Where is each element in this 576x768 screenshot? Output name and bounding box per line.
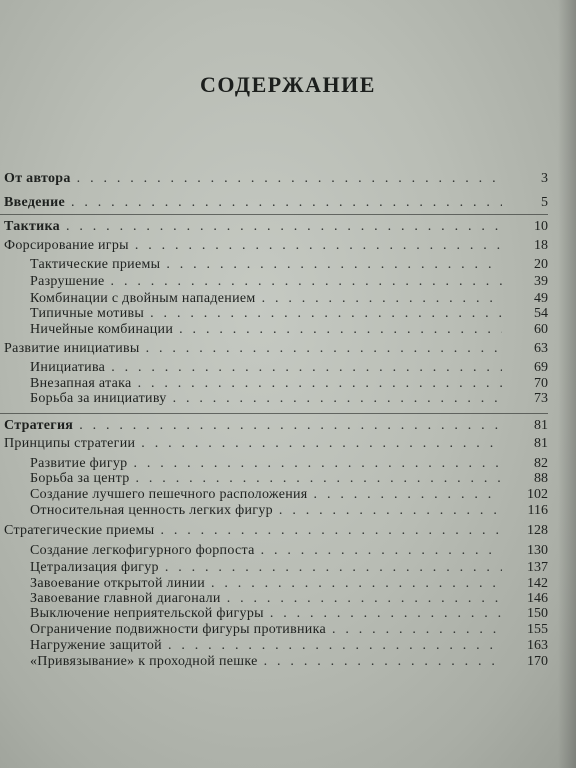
- toc-entry-title: Развитие инициативы: [4, 341, 140, 356]
- toc-entry: [30, 622, 548, 639]
- dot-leader: [179, 322, 502, 338]
- toc-entry: [30, 306, 548, 323]
- dot-leader: [166, 257, 502, 273]
- toc-entry-title: Относительная ценность легких фигур: [30, 503, 273, 518]
- dot-leader: [165, 560, 502, 576]
- toc-entry: [4, 418, 548, 435]
- section-divider: [0, 214, 548, 215]
- toc-entry-page-number: 88: [534, 471, 548, 486]
- toc-entry-page-number: 130: [527, 543, 548, 558]
- toc-entry: [4, 219, 548, 236]
- dot-leader: [150, 306, 502, 322]
- toc-entry: [30, 654, 548, 671]
- dot-leader: [79, 418, 502, 434]
- dot-leader: [160, 523, 502, 539]
- toc-entry-page-number: 102: [527, 487, 548, 502]
- dot-leader: [262, 291, 502, 307]
- toc-entry-title: Тактические приемы: [30, 257, 161, 272]
- toc-entry-title: «Привязывание» к проходной пешке: [30, 654, 258, 669]
- page-title: СОДЕРЖАНИЕ: [200, 72, 376, 97]
- dot-leader: [135, 238, 502, 254]
- toc-entry: [4, 171, 548, 188]
- toc-entry-page-number: 137: [527, 560, 548, 575]
- toc-entry-page-number: 60: [534, 322, 548, 337]
- toc-entry: [30, 503, 548, 520]
- dot-leader: [264, 654, 502, 670]
- toc-entry: [4, 195, 548, 212]
- toc-entry-title: Форсирование игры: [4, 238, 129, 253]
- toc-entry-page-number: 155: [527, 622, 548, 637]
- toc-entry-page-number: 116: [527, 503, 548, 518]
- toc-entry-title: Принципы стратегии: [4, 436, 136, 451]
- toc-entry-title: Инициатива: [30, 360, 106, 375]
- toc-entry-page-number: 73: [534, 391, 548, 406]
- toc-entry: [30, 471, 548, 488]
- toc-entry-page-number: 69: [534, 360, 548, 375]
- toc-entry-title: Ограничение подвижности фигуры противника: [30, 622, 326, 637]
- toc-entry-title: Внезапная атака: [30, 376, 132, 391]
- toc-entry: [30, 606, 548, 623]
- toc-entry-title: Разрушение: [30, 274, 105, 289]
- toc-entry-page-number: 10: [534, 219, 548, 234]
- toc-entry-title: Борьба за инициативу: [30, 391, 167, 406]
- toc-entry-title: Борьба за центр: [30, 471, 130, 486]
- dot-leader: [211, 576, 502, 592]
- toc-entry: [4, 341, 548, 358]
- toc-entry-page-number: 170: [527, 654, 548, 669]
- dot-leader: [227, 591, 502, 607]
- toc-entry: [4, 436, 548, 453]
- dot-leader: [146, 341, 502, 357]
- dot-leader: [111, 360, 502, 376]
- toc-entry-title: Развитие фигур: [30, 456, 128, 471]
- dot-leader: [138, 376, 502, 392]
- dot-leader: [332, 622, 502, 638]
- toc-entry-page-number: 128: [527, 523, 548, 538]
- toc-entry-title: Введение: [4, 195, 65, 210]
- dot-leader: [71, 195, 502, 211]
- toc-entry-title: Стратегия: [4, 418, 74, 433]
- toc-entry-page-number: 39: [534, 274, 548, 289]
- dot-leader: [111, 274, 502, 290]
- dot-leader: [168, 638, 502, 654]
- toc-entry-page-number: 81: [534, 436, 548, 451]
- toc-entry-page-number: 5: [541, 195, 548, 210]
- toc-entry: [30, 560, 548, 577]
- toc-entry-page-number: 142: [527, 576, 548, 591]
- toc-entry-title: Нагружение защитой: [30, 638, 162, 653]
- toc-entry: [30, 360, 548, 377]
- dot-leader: [270, 606, 502, 622]
- toc-entry-page-number: 3: [541, 171, 548, 186]
- dot-leader: [77, 171, 502, 187]
- toc-entry-page-number: 63: [534, 341, 548, 356]
- toc-entry-page-number: 70: [534, 376, 548, 391]
- toc-entry-title: Типичные мотивы: [30, 306, 145, 321]
- toc-entry-page-number: 18: [534, 238, 548, 253]
- toc-entry: [30, 391, 548, 408]
- toc-entry-page-number: 82: [534, 456, 548, 471]
- toc-entry-page-number: 54: [534, 306, 548, 321]
- toc-entry-page-number: 150: [527, 606, 548, 621]
- toc-entry: [4, 238, 548, 255]
- dot-leader: [141, 436, 502, 452]
- dot-leader: [279, 503, 502, 519]
- toc-entry-title: Стратегические приемы: [4, 523, 155, 538]
- dot-leader: [133, 456, 502, 472]
- toc-entry-title: Ничейные комбинации: [30, 322, 174, 337]
- toc-entry: [30, 487, 548, 504]
- toc-entry-title: Создание лучшего пешечного расположения: [30, 487, 308, 502]
- toc-entry-title: Комбинации с двойным нападением: [30, 291, 256, 306]
- dot-leader: [314, 487, 502, 503]
- toc-entry-title: Цетрализация фигур: [30, 560, 159, 575]
- toc-entry: [30, 543, 548, 560]
- toc-entry-title: Выключение неприятельской фигуры: [30, 606, 264, 621]
- dot-leader: [136, 471, 503, 487]
- toc-entry-title: Завоевание открытой линии: [30, 576, 205, 591]
- dot-leader: [261, 543, 502, 559]
- toc-entry-page-number: 49: [534, 291, 548, 306]
- toc-entry-page-number: 146: [527, 591, 548, 606]
- toc-entry: [30, 274, 548, 291]
- section-divider: [0, 413, 548, 414]
- toc-entry-page-number: 163: [527, 638, 548, 653]
- toc-entry: [4, 523, 548, 540]
- toc-entry-title: Создание легкофигурного форпоста: [30, 543, 255, 558]
- toc-entry: [30, 257, 548, 274]
- toc-entry: [30, 322, 548, 339]
- toc-entry: [30, 638, 548, 655]
- toc-entry-title: Тактика: [4, 219, 60, 234]
- toc-entry-title: Завоевание главной диагонали: [30, 591, 221, 606]
- dot-leader: [173, 391, 502, 407]
- toc-entry-title: От автора: [4, 171, 71, 186]
- dot-leader: [66, 219, 502, 235]
- toc-entry-page-number: 20: [534, 257, 548, 272]
- toc-entry-page-number: 81: [534, 418, 548, 433]
